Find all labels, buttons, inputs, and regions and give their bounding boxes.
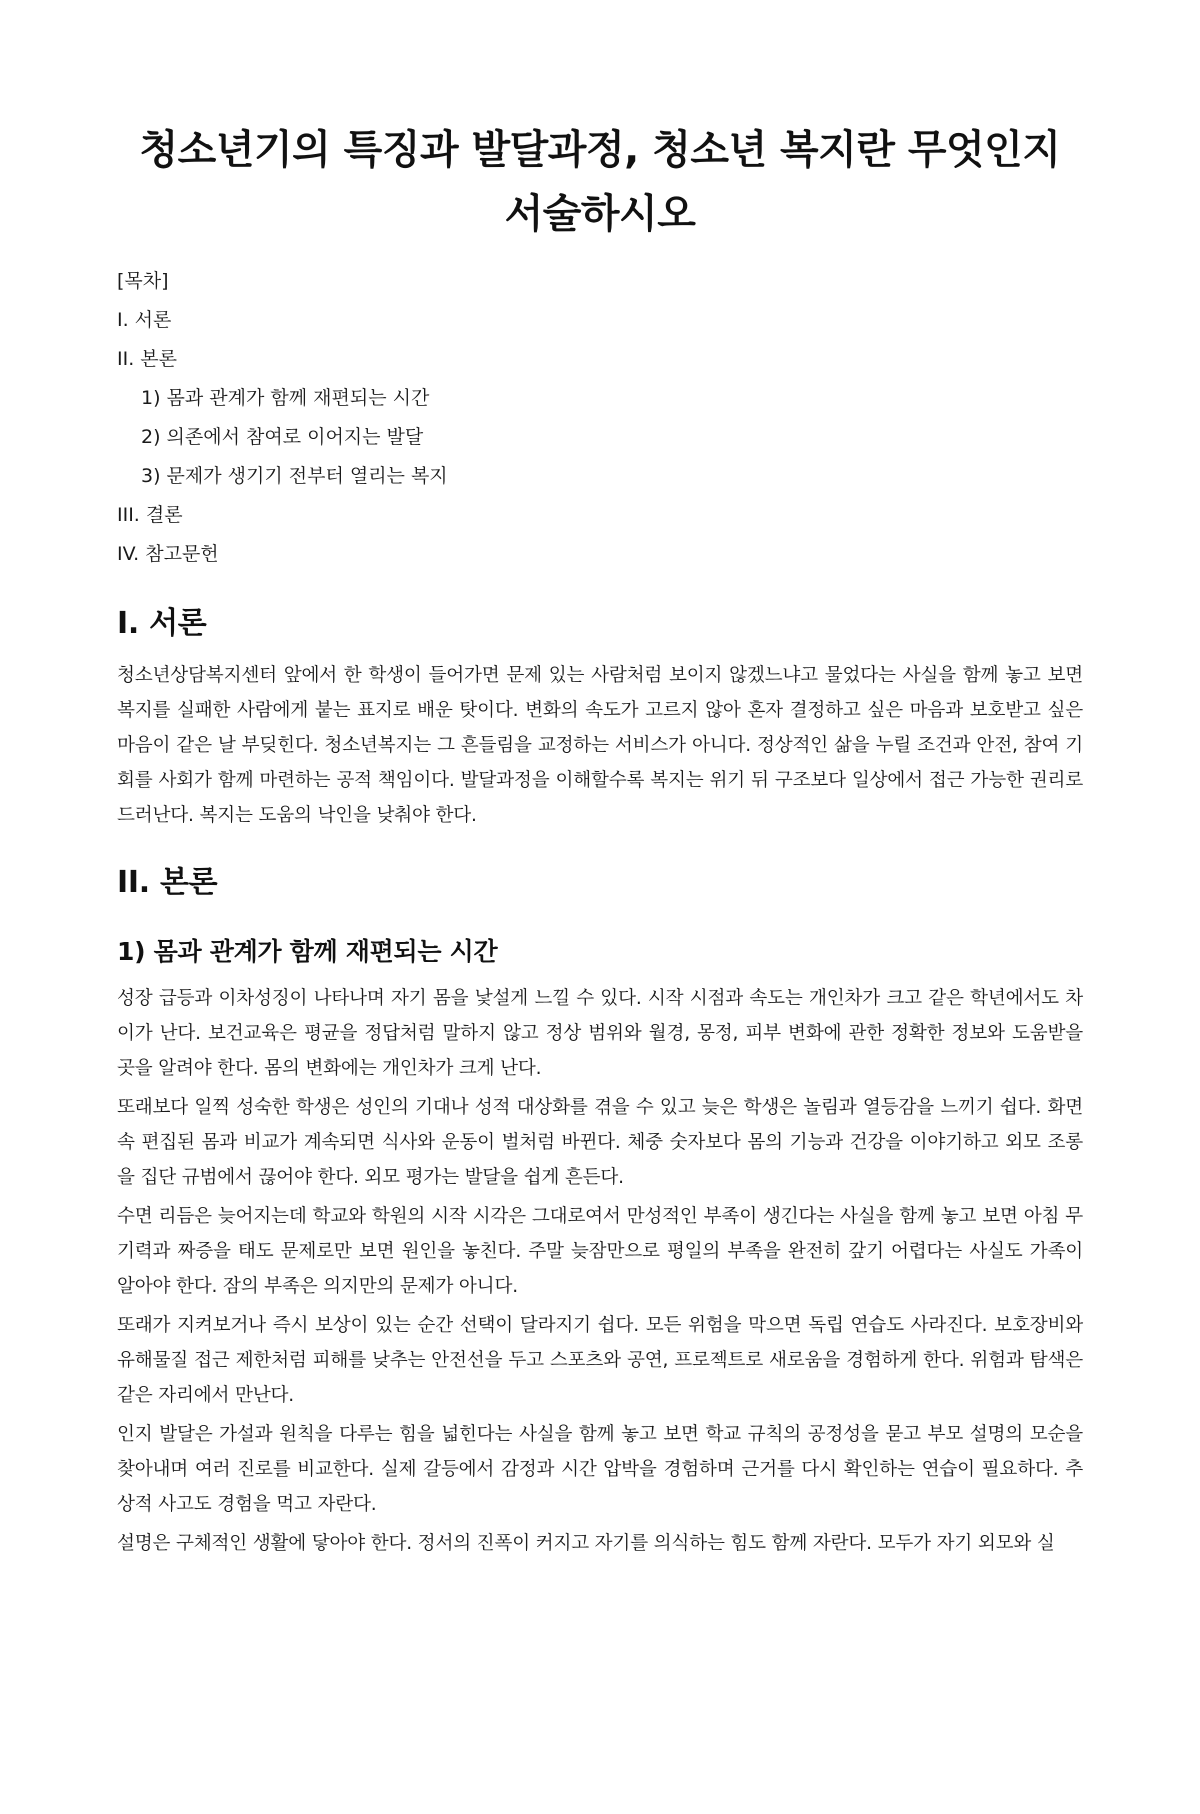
toc-header: [목차] (117, 270, 169, 292)
toc-item-body-1: 1) 몸과 관계가 함께 재편되는 시간 (141, 387, 430, 409)
body-1-paragraph: 또래보다 일찍 성숙한 학생은 성인의 기대나 성적 대상화를 겪을 수 있고 늦은 학생은 놀림과 열등감을 느끼기 쉽다. 화면 속 편집된 몸과 비교가 계속되면 식사와 운동이 벌처럼 바뀐다. 체중 숫자보다 몸의 기능과 건강을 이야기하고 외모 조롱을 집단 규범에서 끊어야 한다. 외모 평가는 발달을 쉽게 흔든다. (117, 1097, 1083, 1188)
document-page (0, 118, 1200, 1814)
body-1-paragraph: 성장 급등과 이차성징이 나타나며 자기 몸을 낯설게 느낄 수 있다. 시작 시점과 속도는 개인차가 크고 같은 학년에서도 차이가 난다. 보건교육은 평균을 정답처럼 말하지 않고 정상 범위와 월경, 몽정, 피부 변화에 관한 정확한 정보와 도움받을 곳을 알려야 한다. 몸의 변화에는 개인차가 크게 난다. (117, 988, 1083, 1079)
body-1-paragraph: 수면 리듬은 늦어지는데 학교와 학원의 시작 시각은 그대로여서 만성적인 부족이 생긴다는 사실을 함께 놓고 보면 아침 무기력과 짜증을 태도 문제로만 보면 원인을 놓친다. 주말 늦잠만으로 평일의 부족을 완전히 갚기 어렵다는 사실도 가족이 알아야 한다. 잠의 부족은 의지만의 문제가 아니다. (117, 1206, 1083, 1297)
toc-item-intro: I. 서론 (117, 309, 172, 331)
section-heading-body: II. 본론 (117, 865, 218, 900)
toc-item-body: II. 본론 (117, 348, 177, 370)
body-1-paragraph: 또래가 지켜보거나 즉시 보상이 있는 순간 선택이 달라지기 쉽다. 모든 위험을 막으면 독립 연습도 사라진다. 보호장비와 유해물질 접근 제한처럼 피해를 낮추는 안전선을 두고 스포츠와 공연, 프로젝트로 새로움을 경험하게 한다. 위험과 탐색은 같은 자리에서 만난다. (117, 1315, 1083, 1406)
body-1-paragraph: 설명은 구체적인 생활에 닿아야 한다. 정서의 진폭이 커지고 자기를 의식하는 힘도 함께 자란다. 모두가 자기 외모와 실 (117, 1533, 1055, 1554)
body-1-paragraph: 인지 발달은 가설과 원칙을 다루는 힘을 넓힌다는 사실을 함께 놓고 보면 학교 규칙의 공정성을 묻고 부모 설명의 모순을 찾아내며 여러 진로를 비교한다. 실제 갈등에서 감정과 시간 압박을 경험하며 근거를 다시 확인하는 연습이 필요하다. 추상적 사고도 경험을 먹고 자란다. (117, 1424, 1083, 1515)
document-title: 청소년기의 특징과 발달과정, 청소년 복지란 무엇인지 서술하시오 (139, 127, 1061, 237)
subsection-heading-body-1: 1) 몸과 관계가 함께 재편되는 시간 (117, 937, 498, 966)
toc-item-body-2: 2) 의존에서 참여로 이어지는 발달 (141, 426, 424, 448)
intro-paragraph: 청소년상담복지센터 앞에서 한 학생이 들어가면 문제 있는 사람처럼 보이지 않겠느냐고 물었다는 사실을 함께 놓고 보면 복지를 실패한 사람에게 붙는 표지로 배운 탓이다. 변화의 속도가 고르지 않아 혼자 결정하고 싶은 마음과 보호받고 싶은 마음이 같은 날 부딪힌다. 청소년복지는 그 흔들림을 교정하는 서비스가 아니다. 정상적인 삶을 누릴 조건과 안전, 참여 기회를 사회가 함께 마련하는 공적 책임이다. 발달과정을 이해할수록 복지는 위기 뒤 구조보다 일상에서 접근 가능한 권리로 드러난다. 복지는 도움의 낙인을 낮춰야 한다. (117, 665, 1083, 826)
section-heading-intro: I. 서론 (117, 606, 207, 641)
toc-item-conclusion: III. 결론 (117, 504, 183, 526)
toc-item-references: IV. 참고문헌 (117, 543, 219, 565)
table-of-contents (117, 262, 1083, 574)
toc-item-body-3: 3) 문제가 생기기 전부터 열리는 복지 (141, 465, 448, 487)
